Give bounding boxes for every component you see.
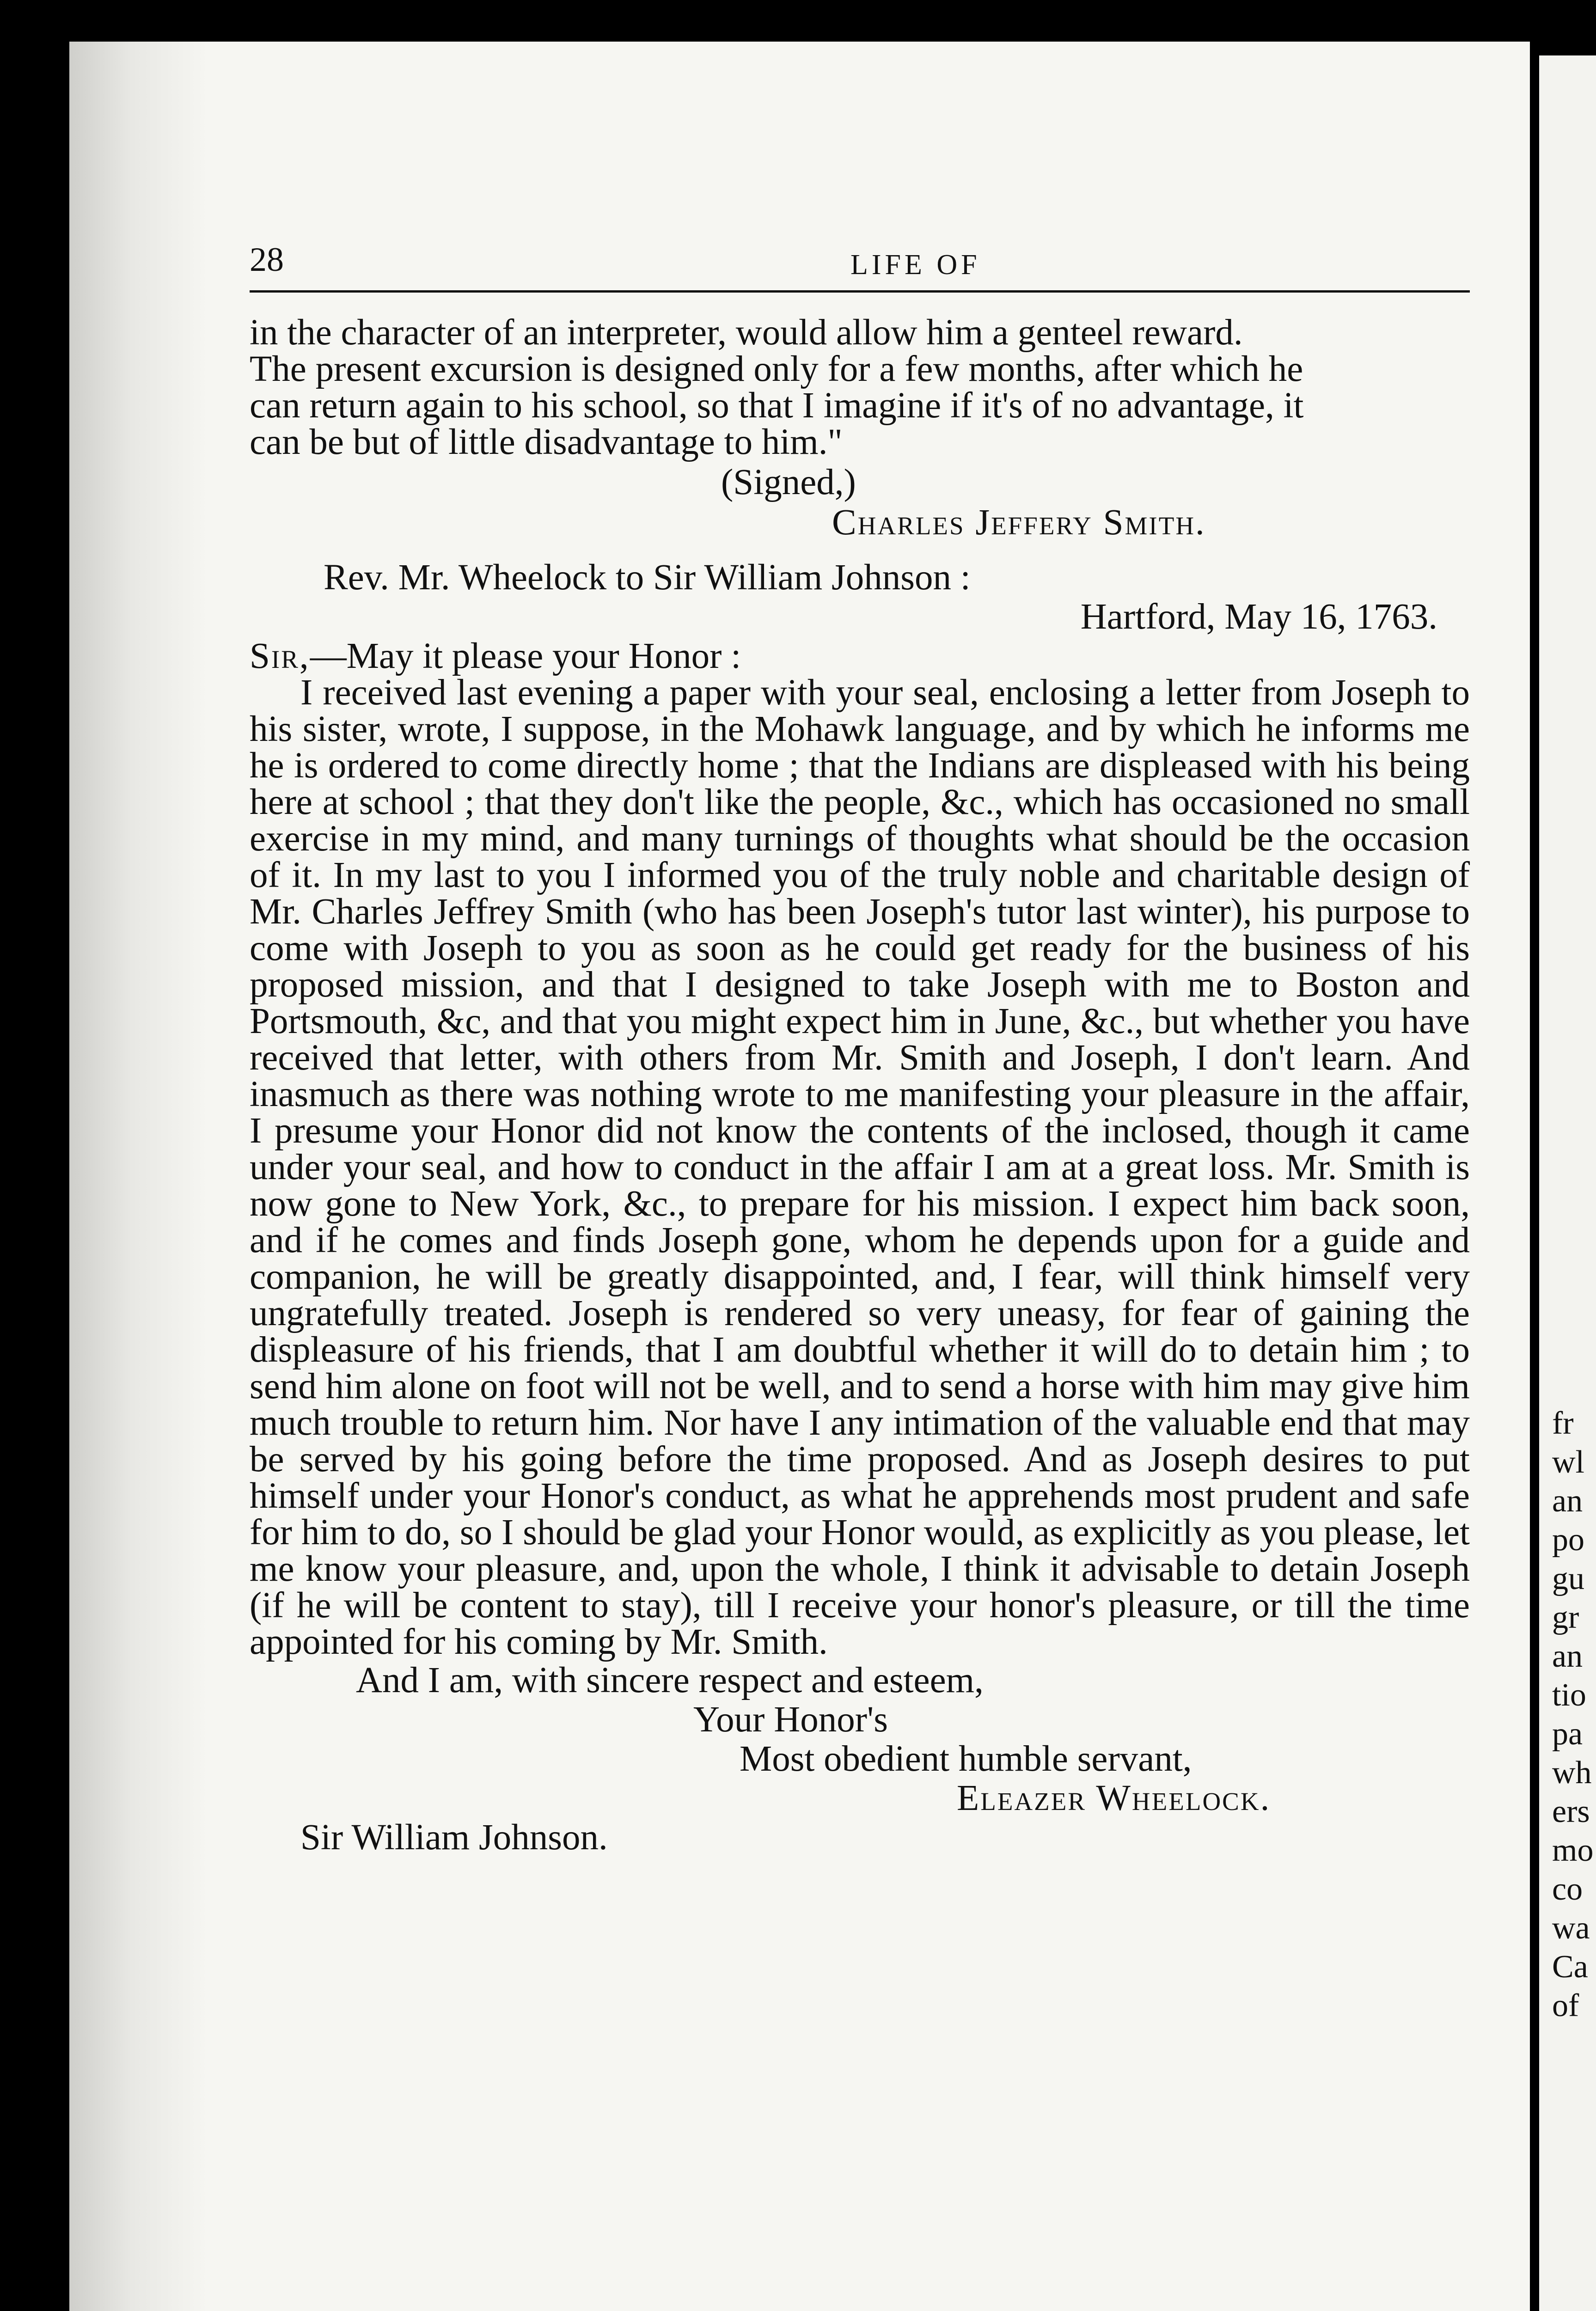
closing-line-2: Your Honor's bbox=[693, 1700, 888, 1740]
next-page-fragment: Ca bbox=[1552, 1949, 1588, 1985]
header-rule bbox=[250, 290, 1470, 293]
next-page-fragment: gr bbox=[1552, 1600, 1579, 1635]
page-body bbox=[250, 314, 1470, 1856]
next-page-fragment: mo bbox=[1552, 1833, 1594, 1868]
letter-body: I received last evening a paper with your seal, enclosing a letter from Joseph to his sister, wrote, I suppose, in the Mohawk language, and by which he informs me he is ordered to come directly home ; that the Indians are displeased with his being here at school ; that they don't like the people, &c., which has occasioned no small exercise in my mind, and many turnings of thoughts what should be the occasion of it. In my last to you I informed you of the truly noble and charitable design of Mr. Charles Jeffrey Smith (who has been Joseph's tutor last winter), his purpose to come with Joseph to you as soon as he could get ready for the business of his proposed mission, and that I designed to take Joseph with me to Boston and Portsmouth, &c, and that you might expect him in June, &c., but whether you have received that letter, with others from Mr. Smith and Joseph, I don't learn. And inasmuch as there was nothing wrote to me manifesting your pleasure in the affair, I presume your Honor did not know the contents of the inclosed, though it came under your seal, and how to conduct in the affair I am at a great loss. Mr. Smith is now gone to New York, &c., to prepare for his mission. I expect him back soon, and if he comes and finds Joseph gone, whom he depends upon for a guide and companion, he will be greatly disappointed, and, I fear, will think himself very ungratefully treated. Joseph is rendered so very uneasy, for fear of gaining the displeasure of his friends, that I am doubtful whether it will do to detain him ; to send him alone on foot will not be well, and to send a horse with him may give him much trouble to return him. Nor have I any intimation of the valuable end that may be served by his going before the time proposed. And as Joseph desires to put himself under your Honor's conduct, as what he apprehends most prudent and safe for him to do, so I should be glad your Honor would, as explicitly as you please, let me know your pleasure, and, upon the whole, I think it advisable to detain Joseph (if he will be content to stay), till I receive your honor's pleasure, or till the time appointed for his coming by Mr. Smith. bbox=[250, 673, 1470, 1662]
next-page-fragment: wl bbox=[1552, 1444, 1584, 1480]
opening-line: in the character of an interpreter, would allow him a genteel reward. bbox=[250, 312, 1243, 353]
next-page-fragment: wa bbox=[1552, 1910, 1590, 1946]
next-page-fragment: an bbox=[1552, 1483, 1583, 1519]
addressee: Sir William Johnson. bbox=[300, 1817, 608, 1858]
running-head bbox=[250, 240, 1470, 291]
opening-line: can return again to his school, so that I imagine if it's of no advantage, it bbox=[250, 385, 1304, 426]
running-title: LIFE OF bbox=[850, 249, 981, 281]
closing-signature: Eleazer Wheelock. bbox=[957, 1778, 1271, 1818]
next-page-fragment: co bbox=[1552, 1871, 1583, 1907]
next-page-fragment: ers bbox=[1552, 1794, 1590, 1829]
next-page-fragment: wh bbox=[1552, 1755, 1592, 1791]
adjacent-page-edge bbox=[1539, 55, 1596, 2311]
signed-line: (Signed,) bbox=[721, 462, 856, 502]
page-number: 28 bbox=[250, 241, 284, 279]
opening-line: can be but of little disadvantage to him." bbox=[250, 422, 843, 462]
next-page-fragment: gu bbox=[1552, 1561, 1584, 1596]
closing-line-1: And I am, with sincere respect and esteem, bbox=[356, 1660, 984, 1700]
next-page-fragment: of bbox=[1552, 1988, 1579, 2024]
salutation-rest: —May it please your Honor : bbox=[310, 636, 741, 676]
next-page-fragment: po bbox=[1552, 1522, 1584, 1558]
opening-line: The present excursion is designed only for a few months, after which he bbox=[250, 349, 1303, 389]
next-page-fragment: tio bbox=[1552, 1677, 1586, 1713]
opening-passage bbox=[250, 314, 1470, 460]
next-page-fragment: fr bbox=[1552, 1406, 1574, 1441]
next-page-fragment: pa bbox=[1552, 1716, 1583, 1752]
next-page-fragment: an bbox=[1552, 1638, 1583, 1674]
signatory-name: Charles Jeffery Smith. bbox=[832, 502, 1206, 543]
page-gutter-shadow bbox=[69, 42, 208, 2311]
salutation bbox=[250, 638, 1470, 674]
place-date: Hartford, May 16, 1763. bbox=[1080, 597, 1437, 637]
salutation-sir: Sir, bbox=[250, 636, 310, 676]
closing-line-3: Most obedient humble servant, bbox=[740, 1739, 1192, 1779]
letter-heading: Rev. Mr. Wheelock to Sir William Johnson : bbox=[324, 557, 971, 598]
